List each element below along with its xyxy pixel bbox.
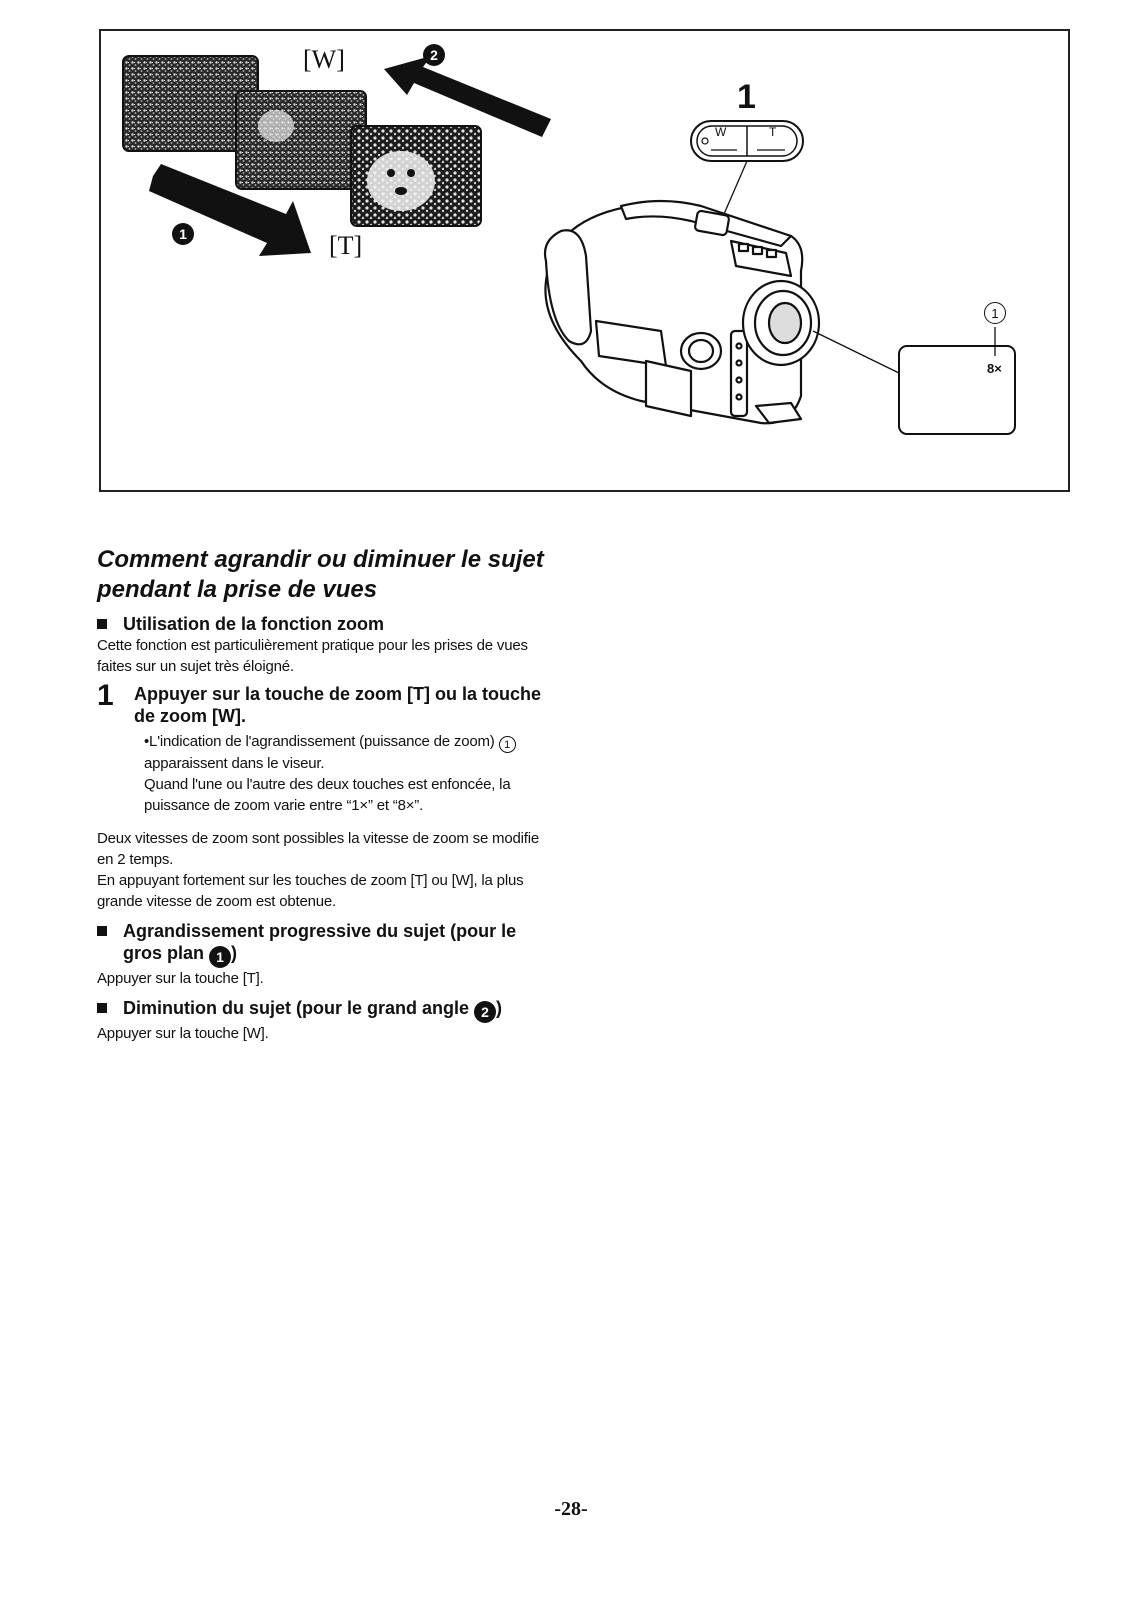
wide-heading: Diminution du sujet (pour le grand angle 2 ) — [97, 997, 547, 1023]
step-number: 1 — [97, 679, 114, 712]
tele-heading: Agrandissement progressive du sujet (pour le gros plan 1 ) — [97, 920, 547, 968]
badge-2-icon: 2 — [423, 44, 445, 66]
speed-text-2: En appuyant fortement sur les touches de zoom [T] ou [W], la plus grande vitesse de zoom est obtenue. — [97, 872, 524, 910]
page-number: -28- — [554, 1498, 588, 1520]
arrow-w-icon — [384, 56, 551, 137]
viewfinder-readout: 8× — [987, 361, 1002, 376]
bullet-text: •L'indication de l'agrandissement (puissance de zoom) — [144, 733, 495, 750]
badge-1-icon: 1 — [209, 946, 231, 968]
circled-ref-icon: 1 — [984, 302, 1006, 324]
camcorder-drawing — [101, 31, 1068, 490]
camcorder-icon — [545, 201, 819, 423]
badge-2-icon: 2 — [474, 1001, 496, 1023]
zoom-button-t-label: T — [769, 125, 777, 139]
zoom-button-callout — [691, 121, 803, 221]
wide-text: Appuyer sur la touche [W]. — [97, 1025, 269, 1042]
zoom-instructions — [97, 545, 547, 1044]
square-bullet-icon — [97, 926, 107, 936]
circled-1-icon: 1 — [499, 736, 516, 753]
square-bullet-icon — [97, 619, 107, 629]
viewfinder-display — [899, 346, 1015, 434]
callout-number: 1 — [737, 78, 756, 116]
zoom-button-w-label: W — [715, 125, 727, 139]
photo-medium — [236, 91, 366, 189]
label-t: [T] — [329, 231, 363, 260]
tele-text: Appuyer sur la touche [T]. — [97, 970, 264, 987]
square-bullet-icon — [97, 1003, 107, 1013]
step-note — [134, 731, 547, 816]
badge-1-icon: 1 — [172, 223, 194, 245]
speed-text-1: Deux vitesses de zoom sont possibles la vitesse de zoom se modifie en 2 temps. — [97, 830, 540, 868]
step-text: Appuyer sur la touche de zoom [T] ou la touche de zoom [W]. — [134, 684, 542, 726]
zoom-intro: Cette fonction est particulièrement pratique pour les prises de vues faites sur un sujet très éloigné. — [97, 637, 528, 675]
zoom-illustration — [99, 29, 1070, 492]
photo-tele — [351, 126, 481, 226]
section-title: Comment agrandir ou diminuer le sujet pendant la prise de vues — [97, 546, 544, 603]
zoom-heading: Utilisation de la fonction zoom — [97, 613, 547, 635]
bullet-text-end: apparaissent dans le viseur. — [144, 755, 325, 772]
label-w: [W] — [303, 45, 345, 74]
step-1 — [97, 679, 547, 816]
bullet-more: Quand l'une ou l'autre des deux touches est enfoncée, la puissance de zoom varie entre “1×” et “8×”. — [144, 776, 511, 814]
